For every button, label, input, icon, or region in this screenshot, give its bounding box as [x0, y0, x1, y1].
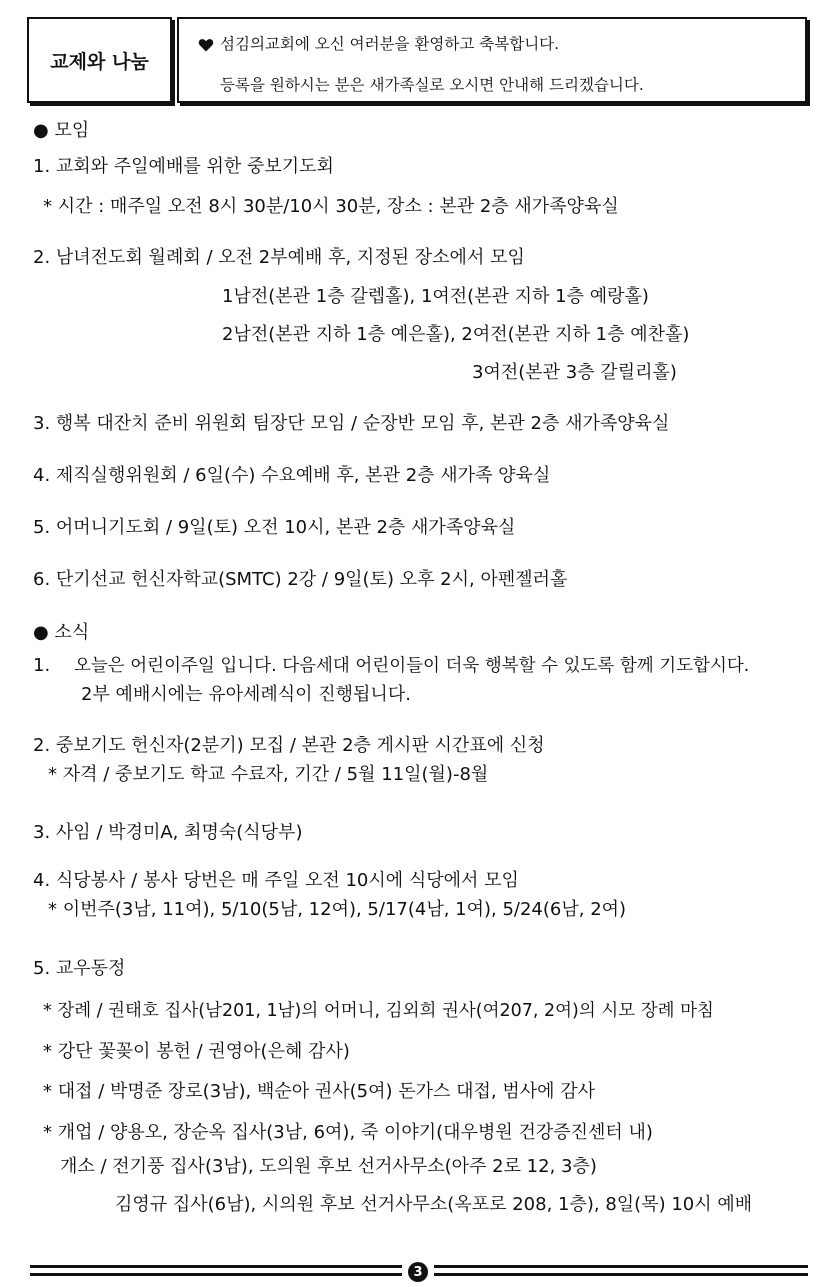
footer-rule-left-bottom: [30, 1273, 402, 1276]
welcome-line-1: 섬김의교회에 오신 여러분을 환영하고 축복합니다.: [220, 35, 560, 53]
footer-rule-right-bottom: [434, 1273, 808, 1276]
news-item: * 자격 / 중보기도 학교 수료자, 기간 / 5월 11일(월)-8월: [48, 764, 489, 785]
meetings-heading: ● 모임: [33, 120, 90, 141]
news-item: * 대접 / 박명준 장로(3남), 백순아 권사(5여) 돈가스 대접, 범사에 감사: [43, 1081, 596, 1102]
news-item: 4. 식당봉사 / 봉사 당번은 매 주일 오전 10시에 식당에서 모임: [33, 870, 519, 891]
news-item: 오늘은 어린이주일 입니다. 다음세대 어린이들이 더욱 행복할 수 있도록 함께 기도합시다.: [74, 656, 750, 676]
news-item: 2. 중보기도 헌신자(2분기) 모집 / 본관 2층 게시판 시간표에 신청: [33, 735, 545, 756]
footer-rule-left-top: [30, 1265, 402, 1268]
news-item: * 장례 / 권태호 집사(남201, 1남)의 어머니, 김외희 권사(여207, 2여)의 시모 장례 마침: [43, 1001, 714, 1021]
news-item: * 강단 꽃꽂이 봉헌 / 권영아(은혜 감사): [43, 1041, 350, 1062]
meeting-item: 3여전(본관 3층 갈릴리홀): [472, 362, 677, 383]
meeting-item: 2. 남녀전도회 월례회 / 오전 2부예배 후, 지정된 장소에서 모임: [33, 247, 525, 268]
meeting-item: * 시간 : 매주일 오전 8시 30분/10시 30분, 장소 : 본관 2층 새가족양육실: [43, 196, 619, 217]
meeting-item: 6. 단기선교 헌신자학교(SMTC) 2강 / 9일(토) 오후 2시, 아펜젤러홀: [33, 569, 568, 590]
news-item: 3. 사임 / 박경미A, 최명숙(식당부): [33, 822, 303, 843]
page-number: 3: [408, 1262, 428, 1282]
meeting-item: 4. 제직실행위원회 / 6일(수) 수요예배 후, 본관 2층 새가족 양육실: [33, 465, 551, 486]
footer-rule-right-top: [434, 1265, 808, 1268]
meeting-item: 3. 행복 대잔치 준비 위원회 팀장단 모임 / 순장반 모임 후, 본관 2층 새가족양육실: [33, 413, 670, 434]
news-item: 김영규 집사(6남), 시의원 후보 선거사무소(옥포로 208, 1층), 8일(목) 10시 예배: [115, 1194, 753, 1215]
news-item: 5. 교우동정: [33, 958, 126, 979]
news-item-number: 1.: [33, 655, 51, 676]
section-title-box: [27, 17, 172, 103]
news-item: 2부 예배시에는 유아세례식이 진행됩니다.: [81, 684, 411, 705]
section-title: 교제와 나눔: [50, 50, 149, 73]
meeting-item: 1. 교회와 주일예배를 위한 중보기도회: [33, 156, 334, 177]
welcome-box: [177, 17, 807, 103]
meeting-item: 1남전(본관 1층 갈렙홀), 1여전(본관 지하 1층 예랑홀): [222, 286, 649, 307]
meeting-item: 5. 어머니기도회 / 9일(토) 오전 10시, 본관 2층 새가족양육실: [33, 517, 516, 538]
news-item: * 개업 / 양용오, 장순옥 집사(3남, 6여), 죽 이야기(대우병원 건강증진센터 내): [43, 1122, 653, 1143]
welcome-line-2: 등록을 원하시는 분은 새가족실로 오시면 안내해 드리겠습니다.: [220, 76, 644, 94]
news-heading: ● 소식: [33, 622, 90, 643]
news-item: * 이번주(3남, 11여), 5/10(5남, 12여), 5/17(4남, 1여), 5/24(6남, 2여): [48, 899, 627, 920]
heart-icon: [198, 37, 214, 53]
news-item: 개소 / 전기풍 집사(3남), 도의원 후보 선거사무소(아주 2로 12, 3층): [60, 1156, 597, 1177]
meeting-item: 2남전(본관 지하 1층 예은홀), 2여전(본관 지하 1층 예찬홀): [222, 324, 690, 345]
